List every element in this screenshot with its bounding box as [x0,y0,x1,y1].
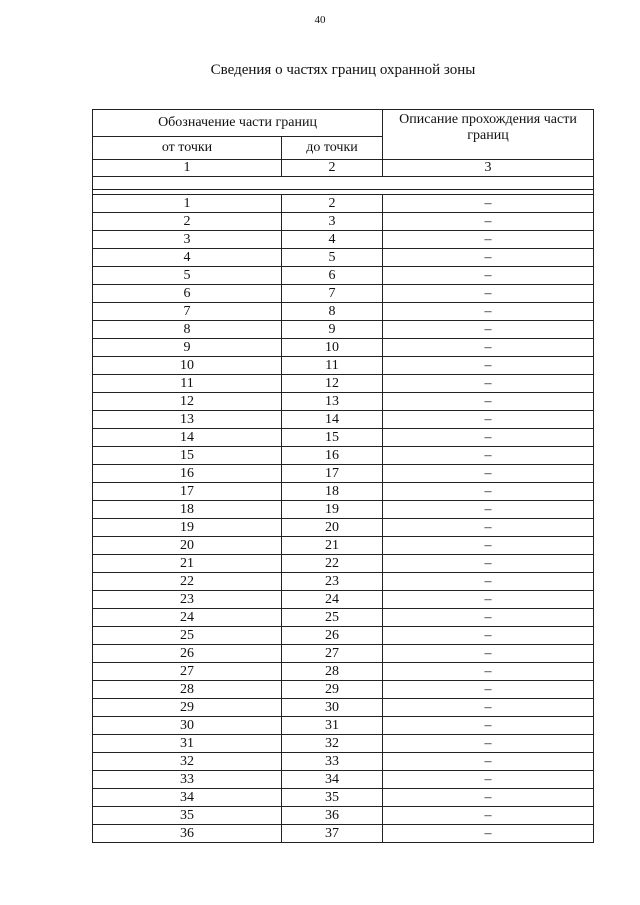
page-title: Сведения о частях границ охранной зоны [210,62,476,78]
cell-description: – [383,753,594,771]
cell-to-point: 37 [282,825,383,843]
table-row [93,699,594,717]
table-row [93,681,594,699]
cell-from-point: 26 [93,645,282,663]
cell-to-point: 5 [282,249,383,267]
table-row [93,285,594,303]
cell-description: – [383,195,594,213]
cell-description: – [383,717,594,735]
cell-from-point: 28 [93,681,282,699]
cell-to-point: 2 [282,195,383,213]
cell-description: – [383,285,594,303]
cell-to-point: 24 [282,591,383,609]
cell-description: – [383,771,594,789]
cell-from-point: 8 [93,321,282,339]
cell-description: – [383,303,594,321]
cell-description: – [383,393,594,411]
cell-from-point: 34 [93,789,282,807]
cell-description: – [383,663,594,681]
cell-to-point: 6 [282,267,383,285]
table-row [93,717,594,735]
table-row [93,807,594,825]
cell-to-point: 35 [282,789,383,807]
cell-description: – [383,411,594,429]
cell-from-point: 1 [93,195,282,213]
cell-description: – [383,645,594,663]
table-row [93,825,594,843]
cell-to-point: 10 [282,339,383,357]
cell-description: – [383,249,594,267]
table-row [93,411,594,429]
table-row [93,483,594,501]
cell-description: – [383,591,594,609]
table-row [93,753,594,771]
table-row [93,303,594,321]
cell-description: – [383,573,594,591]
cell-from-point: 19 [93,519,282,537]
cell-description: – [383,681,594,699]
table-row [93,195,594,213]
cell-from-point: 9 [93,339,282,357]
table-row [93,519,594,537]
cell-description: – [383,483,594,501]
page-number: 40 [314,14,326,26]
cell-from-point: 23 [93,591,282,609]
cell-description: – [383,357,594,375]
table-row [93,429,594,447]
cell-to-point: 17 [282,465,383,483]
column-index-2: 2 [282,160,383,177]
cell-description: – [383,231,594,249]
cell-from-point: 6 [93,285,282,303]
table-row [93,789,594,807]
cell-from-point: 31 [93,735,282,753]
cell-description: – [383,699,594,717]
cell-description: – [383,375,594,393]
cell-from-point: 12 [93,393,282,411]
cell-from-point: 2 [93,213,282,231]
cell-to-point: 18 [282,483,383,501]
cell-description: – [383,807,594,825]
cell-to-point: 31 [282,717,383,735]
cell-to-point: 13 [282,393,383,411]
cell-description: – [383,735,594,753]
cell-from-point: 15 [93,447,282,465]
cell-description: – [383,537,594,555]
cell-description: – [383,267,594,285]
cell-to-point: 20 [282,519,383,537]
cell-from-point: 25 [93,627,282,645]
cell-to-point: 28 [282,663,383,681]
cell-to-point: 23 [282,573,383,591]
header-row-group [93,110,594,137]
cell-to-point: 9 [282,321,383,339]
cell-from-point: 4 [93,249,282,267]
table-row [93,465,594,483]
table-row [93,393,594,411]
cell-description: – [383,213,594,231]
cell-from-point: 10 [93,357,282,375]
table-row [93,609,594,627]
cell-to-point: 33 [282,753,383,771]
cell-to-point: 19 [282,501,383,519]
cell-to-point: 12 [282,375,383,393]
table-row [93,663,594,681]
cell-from-point: 30 [93,717,282,735]
table-row [93,267,594,285]
cell-from-point: 3 [93,231,282,249]
cell-description: – [383,825,594,843]
table-row [93,573,594,591]
table-row [93,735,594,753]
cell-from-point: 7 [93,303,282,321]
cell-from-point: 18 [93,501,282,519]
cell-description: – [383,609,594,627]
cell-from-point: 24 [93,609,282,627]
cell-from-point: 5 [93,267,282,285]
section-separator-row [93,177,594,190]
cell-to-point: 16 [282,447,383,465]
cell-to-point: 7 [282,285,383,303]
column-index-row [93,160,594,177]
cell-from-point: 22 [93,573,282,591]
cell-description: – [383,501,594,519]
table-row [93,321,594,339]
cell-description: – [383,321,594,339]
cell-to-point: 32 [282,735,383,753]
column-index-1: 1 [93,160,282,177]
cell-from-point: 20 [93,537,282,555]
cell-to-point: 4 [282,231,383,249]
cell-to-point: 11 [282,357,383,375]
table-row [93,555,594,573]
cell-to-point: 25 [282,609,383,627]
cell-description: – [383,447,594,465]
cell-from-point: 13 [93,411,282,429]
cell-from-point: 36 [93,825,282,843]
cell-from-point: 11 [93,375,282,393]
cell-description: – [383,555,594,573]
table-row [93,771,594,789]
cell-to-point: 26 [282,627,383,645]
cell-from-point: 33 [93,771,282,789]
cell-to-point: 21 [282,537,383,555]
cell-to-point: 34 [282,771,383,789]
cell-description: – [383,789,594,807]
table-row [93,339,594,357]
cell-to-point: 27 [282,645,383,663]
table-row [93,249,594,267]
cell-description: – [383,339,594,357]
cell-to-point: 3 [282,213,383,231]
cell-from-point: 14 [93,429,282,447]
table-row [93,627,594,645]
cell-from-point: 17 [93,483,282,501]
cell-description: – [383,627,594,645]
table-row [93,213,594,231]
cell-description: – [383,429,594,447]
section-separator-cell [93,177,594,190]
table-row [93,447,594,465]
cell-to-point: 22 [282,555,383,573]
cell-to-point: 14 [282,411,383,429]
header-from-point: от точки [93,137,282,160]
header-description: Описание прохождения части границ [383,110,594,160]
cell-from-point: 29 [93,699,282,717]
table-row [93,645,594,663]
cell-description: – [383,465,594,483]
cell-from-point: 35 [93,807,282,825]
cell-to-point: 36 [282,807,383,825]
table-row [93,357,594,375]
table-row [93,537,594,555]
cell-from-point: 21 [93,555,282,573]
cell-from-point: 32 [93,753,282,771]
cell-description: – [383,519,594,537]
cell-to-point: 29 [282,681,383,699]
header-boundary-designation: Обозначение части границ [93,110,383,137]
cell-from-point: 16 [93,465,282,483]
cell-to-point: 8 [282,303,383,321]
cell-to-point: 30 [282,699,383,717]
header-to-point: до точки [282,137,383,160]
cell-to-point: 15 [282,429,383,447]
cell-from-point: 27 [93,663,282,681]
table-row [93,501,594,519]
boundary-parts-table [92,109,594,843]
table-row [93,375,594,393]
column-index-3: 3 [383,160,594,177]
table-row [93,591,594,609]
table-row [93,231,594,249]
